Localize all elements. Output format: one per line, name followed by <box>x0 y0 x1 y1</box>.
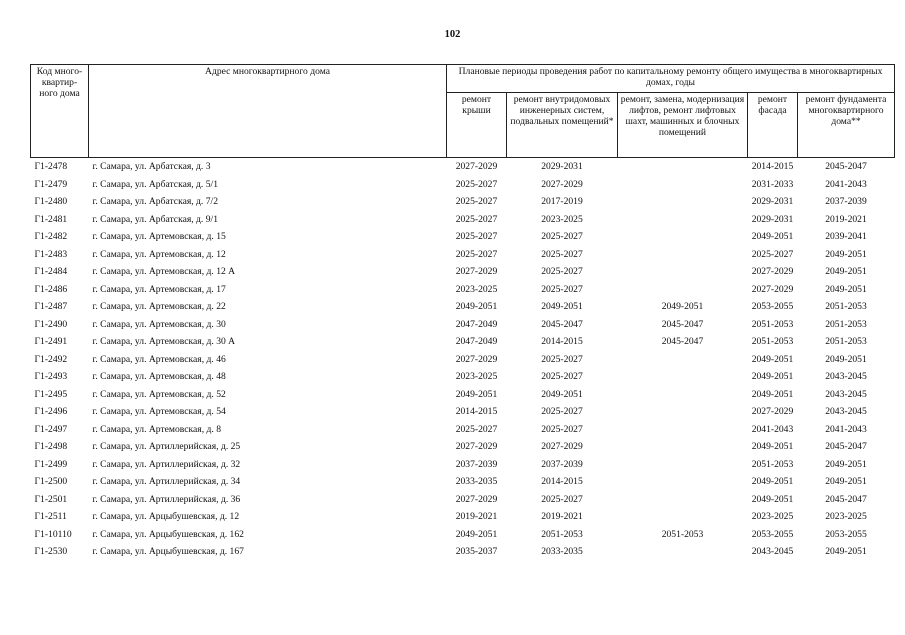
cell-systems: 2027-2029 <box>541 441 583 453</box>
cell-systems: 2025-2027 <box>541 423 583 435</box>
cell-facade: 2049-2051 <box>751 388 794 400</box>
cell-foundation: 2041-2043 <box>825 178 867 190</box>
cell-code: Г1-2492 <box>34 353 68 365</box>
cell-address: г. Самара, ул. Артиллерийская, д. 36 <box>92 493 241 505</box>
cell-address: г. Самара, ул. Артиллерийская, д. 34 <box>92 476 241 488</box>
table-body <box>31 158 895 561</box>
cell-code: Г1-2490 <box>34 318 68 330</box>
cell-elevators <box>618 246 748 264</box>
cell-code: Г1-2496 <box>34 406 68 418</box>
cell-systems: 2025-2027 <box>541 406 583 418</box>
table-row <box>31 263 895 281</box>
cell-code: Г1-2497 <box>34 423 68 435</box>
cell-address: г. Самара, ул. Арбатская, д. 3 <box>92 161 211 173</box>
cell-foundation: 2051-2053 <box>825 336 867 348</box>
cell-roof: 2049-2051 <box>455 388 498 400</box>
cell-systems: 2025-2027 <box>541 266 583 278</box>
cell-roof: 2027-2029 <box>455 161 498 173</box>
cell-elevators <box>618 421 748 439</box>
cell-roof: 2027-2029 <box>455 266 498 278</box>
cell-systems: 2025-2027 <box>541 353 583 365</box>
cell-systems: 2019-2021 <box>541 511 583 523</box>
cell-elevators <box>618 228 748 246</box>
cell-systems: 2025-2027 <box>541 493 583 505</box>
table-row <box>31 438 895 456</box>
cell-foundation: 2049-2051 <box>825 476 867 488</box>
cell-foundation: 2043-2045 <box>825 388 867 400</box>
cell-systems: 2017-2019 <box>541 196 583 208</box>
cell-code: Г1-2478 <box>34 161 68 173</box>
cell-code: Г1-2481 <box>34 213 68 225</box>
cell-roof: 2025-2027 <box>455 196 498 208</box>
cell-roof: 2047-2049 <box>455 318 498 330</box>
cell-elevators: 2051-2053 <box>661 528 704 540</box>
cell-systems: 2051-2053 <box>541 528 583 540</box>
cell-elevators <box>618 263 748 281</box>
header-elevators: ремонт, замена, модернизация лифтов, ремонт лифтовых шахт, машинных и блочных помещений <box>618 93 748 158</box>
cell-roof: 2033-2035 <box>455 476 498 488</box>
cell-systems: 2049-2051 <box>541 388 583 400</box>
cell-facade: 2023-2025 <box>751 511 794 523</box>
table-row <box>31 176 895 194</box>
cell-code: Г1-2482 <box>34 231 68 243</box>
cell-facade: 2051-2053 <box>751 458 794 470</box>
cell-systems: 2049-2051 <box>541 301 583 313</box>
cell-elevators: 2045-2047 <box>661 336 704 348</box>
cell-code: Г1-2484 <box>34 266 68 278</box>
table-row <box>31 316 895 334</box>
cell-code: Г1-2483 <box>34 248 68 260</box>
cell-roof: 2025-2027 <box>455 213 498 225</box>
cell-code: Г1-2491 <box>34 336 68 348</box>
cell-foundation: 2053-2055 <box>825 528 867 540</box>
cell-address: г. Самара, ул. Артемовская, д. 12 <box>92 248 226 260</box>
cell-address: г. Самара, ул. Арцыбушевская, д. 12 <box>92 511 240 523</box>
table-row <box>31 211 895 229</box>
cell-address: г. Самара, ул. Артемовская, д. 46 <box>92 353 226 365</box>
cell-foundation: 2043-2045 <box>825 406 867 418</box>
header-roof: ремонт крыши <box>447 93 507 158</box>
cell-address: г. Самара, ул. Артемовская, д. 15 <box>92 231 226 243</box>
cell-code: Г1-2501 <box>34 493 68 505</box>
cell-facade: 2049-2051 <box>751 441 794 453</box>
cell-facade: 2027-2029 <box>751 283 794 295</box>
cell-elevators <box>618 491 748 509</box>
cell-code: Г1-2498 <box>34 441 68 453</box>
cell-address: г. Самара, ул. Артемовская, д. 54 <box>92 406 226 418</box>
cell-address: г. Самара, ул. Артемовская, д. 22 <box>92 301 226 313</box>
cell-systems: 2025-2027 <box>541 231 583 243</box>
cell-code: Г1-2480 <box>34 196 68 208</box>
cell-facade: 2041-2043 <box>751 423 794 435</box>
cell-facade: 2029-2031 <box>751 213 794 225</box>
cell-code: Г1-2499 <box>34 458 68 470</box>
cell-elevators <box>618 473 748 491</box>
table-row <box>31 386 895 404</box>
cell-systems: 2023-2025 <box>541 213 583 225</box>
table-row <box>31 351 895 369</box>
cell-facade: 2051-2053 <box>751 318 794 330</box>
table-row <box>31 158 895 176</box>
page-number: 102 <box>444 29 461 40</box>
cell-systems: 2025-2027 <box>541 371 583 383</box>
cell-roof: 2049-2051 <box>455 301 498 313</box>
table-row <box>31 281 895 299</box>
cell-code: Г1-10110 <box>34 528 72 540</box>
cell-facade: 2029-2031 <box>751 196 794 208</box>
cell-systems: 2045-2047 <box>541 318 583 330</box>
cell-elevators <box>618 158 748 176</box>
cell-roof: 2025-2027 <box>455 178 498 190</box>
cell-facade: 2043-2045 <box>751 546 794 558</box>
cell-roof: 2027-2029 <box>455 441 498 453</box>
cell-address: г. Самара, ул. Артиллерийская, д. 32 <box>92 458 241 470</box>
cell-facade: 2027-2029 <box>751 266 794 278</box>
cell-facade: 2049-2051 <box>751 353 794 365</box>
cell-elevators <box>618 438 748 456</box>
cell-facade: 2014-2015 <box>751 161 794 173</box>
cell-facade: 2053-2055 <box>751 528 794 540</box>
table-row <box>31 403 895 421</box>
cell-code: Г1-2495 <box>34 388 68 400</box>
cell-foundation: 2045-2047 <box>825 161 867 173</box>
cell-foundation: 2039-2041 <box>825 231 867 243</box>
cell-elevators <box>618 543 748 561</box>
table-row <box>31 526 895 544</box>
cell-foundation: 2049-2051 <box>825 283 867 295</box>
cell-code: Г1-2493 <box>34 371 68 383</box>
cell-facade: 2051-2053 <box>751 336 794 348</box>
table-row <box>31 508 895 526</box>
cell-roof: 2025-2027 <box>455 248 498 260</box>
cell-foundation: 2049-2051 <box>825 353 867 365</box>
cell-systems: 2014-2015 <box>541 476 583 488</box>
header-periods: Плановые периоды проведения работ по капитальному ремонту общего имущества в многоквартирных домах, годы <box>447 65 895 93</box>
cell-facade: 2053-2055 <box>751 301 794 313</box>
table-row <box>31 333 895 351</box>
capital-repair-table <box>30 64 895 561</box>
cell-facade: 2027-2029 <box>751 406 794 418</box>
cell-code: Г1-2500 <box>34 476 68 488</box>
cell-roof: 2025-2027 <box>455 231 498 243</box>
table-row <box>31 543 895 561</box>
cell-roof: 2014-2015 <box>455 406 498 418</box>
cell-systems: 2037-2039 <box>541 458 583 470</box>
cell-foundation: 2051-2053 <box>825 301 867 313</box>
cell-roof: 2023-2025 <box>455 283 498 295</box>
cell-foundation: 2051-2053 <box>825 318 867 330</box>
cell-foundation: 2049-2051 <box>825 546 867 558</box>
cell-roof: 2035-2037 <box>455 546 498 558</box>
cell-roof: 2027-2029 <box>455 493 498 505</box>
cell-systems: 2033-2035 <box>541 546 583 558</box>
cell-elevators <box>618 386 748 404</box>
cell-elevators <box>618 281 748 299</box>
table-row <box>31 368 895 386</box>
table-row <box>31 246 895 264</box>
cell-code: Г1-2511 <box>34 511 67 523</box>
cell-address: г. Самара, ул. Артемовская, д. 30 А <box>92 336 236 348</box>
cell-facade: 2049-2051 <box>751 493 794 505</box>
table-row <box>31 456 895 474</box>
cell-foundation: 2045-2047 <box>825 441 867 453</box>
cell-address: г. Самара, ул. Артемовская, д. 17 <box>92 283 226 295</box>
cell-elevators: 2045-2047 <box>661 318 704 330</box>
cell-roof: 2027-2029 <box>455 353 498 365</box>
cell-address: г. Самара, ул. Артиллерийская, д. 25 <box>92 441 241 453</box>
cell-roof: 2025-2027 <box>455 423 498 435</box>
cell-elevators <box>618 368 748 386</box>
table-row <box>31 228 895 246</box>
table-row <box>31 298 895 316</box>
cell-address: г. Самара, ул. Арцыбушевская, д. 167 <box>92 546 244 558</box>
cell-elevators <box>618 211 748 229</box>
cell-elevators: 2049-2051 <box>661 301 704 313</box>
table-row <box>31 491 895 509</box>
cell-systems: 2025-2027 <box>541 248 583 260</box>
cell-foundation: 2049-2051 <box>825 248 867 260</box>
cell-foundation: 2041-2043 <box>825 423 867 435</box>
cell-facade: 2049-2051 <box>751 231 794 243</box>
header-address: Адрес многоквартирного дома <box>89 65 447 158</box>
cell-systems: 2025-2027 <box>541 283 583 295</box>
cell-address: г. Самара, ул. Артемовская, д. 48 <box>92 371 226 383</box>
cell-code: Г1-2486 <box>34 283 68 295</box>
cell-code: Г1-2530 <box>34 546 68 558</box>
cell-systems: 2029-2031 <box>541 161 583 173</box>
cell-roof: 2037-2039 <box>455 458 498 470</box>
header-systems: ремонт внутридомовых инженерных систем, подвальных помещений* <box>507 93 618 158</box>
cell-roof: 2049-2051 <box>455 528 498 540</box>
cell-elevators <box>618 456 748 474</box>
cell-systems: 2014-2015 <box>541 336 583 348</box>
cell-systems: 2027-2029 <box>541 178 583 190</box>
cell-facade: 2025-2027 <box>751 248 794 260</box>
cell-facade: 2049-2051 <box>751 371 794 383</box>
header-facade: ремонт фасада <box>748 93 798 158</box>
cell-address: г. Самара, ул. Артемовская, д. 12 А <box>92 266 236 278</box>
cell-address: г. Самара, ул. Артемовская, д. 8 <box>92 423 221 435</box>
cell-foundation: 2049-2051 <box>825 458 867 470</box>
table-row <box>31 473 895 491</box>
cell-code: Г1-2479 <box>34 178 68 190</box>
cell-address: г. Самара, ул. Артемовская, д. 30 <box>92 318 226 330</box>
table-row <box>31 421 895 439</box>
cell-foundation: 2049-2051 <box>825 266 867 278</box>
header-foundation: ремонт фундамента многоквартирного дома** <box>798 93 895 158</box>
cell-foundation: 2023-2025 <box>825 511 867 523</box>
cell-elevators <box>618 193 748 211</box>
cell-elevators <box>618 176 748 194</box>
cell-address: г. Самара, ул. Арбатская, д. 9/1 <box>92 213 218 225</box>
header-code: Код много-квартир-ного дома <box>31 65 89 158</box>
cell-roof: 2023-2025 <box>455 371 498 383</box>
cell-address: г. Самара, ул. Арбатская, д. 7/2 <box>92 196 218 208</box>
cell-address: г. Самара, ул. Артемовская, д. 52 <box>92 388 226 400</box>
cell-address: г. Самара, ул. Арбатская, д. 5/1 <box>92 178 218 190</box>
cell-facade: 2049-2051 <box>751 476 794 488</box>
cell-roof: 2019-2021 <box>455 511 498 523</box>
cell-foundation: 2043-2045 <box>825 371 867 383</box>
cell-roof: 2047-2049 <box>455 336 498 348</box>
cell-elevators <box>618 351 748 369</box>
cell-foundation: 2045-2047 <box>825 493 867 505</box>
cell-foundation: 2019-2021 <box>825 213 867 225</box>
cell-foundation: 2037-2039 <box>825 196 867 208</box>
cell-address: г. Самара, ул. Арцыбушевская, д. 162 <box>92 528 244 540</box>
cell-elevators <box>618 508 748 526</box>
cell-elevators <box>618 403 748 421</box>
table-row <box>31 193 895 211</box>
cell-code: Г1-2487 <box>34 301 68 313</box>
cell-facade: 2031-2033 <box>751 178 794 190</box>
